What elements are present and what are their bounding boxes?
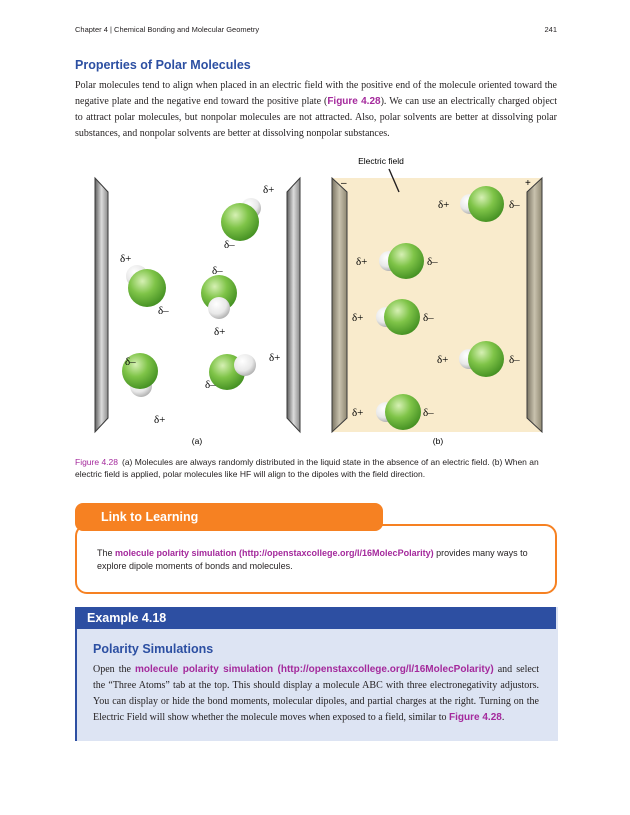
partial-charge-label: δ–: [423, 312, 434, 324]
panel-label-a: (a): [191, 436, 203, 446]
partial-charge-label: δ–: [125, 356, 136, 368]
example-text: Open the molecule polarity simulation (http://openstaxcollege.org/l/16MolecPolarity) and select the “Three Atoms” tab at the top. This should display a molecule ABC with three electronegativity adjustors. You can display or hide the bond moments, molecular dipoles, and partial charges at the right. Turning on the Electric Field will show whether the molecule moves when exposed to a field, similar to Figure 4.28.: [93, 664, 539, 723]
hf-molecule-a2: [126, 265, 166, 307]
caption-label: Figure 4.28: [75, 457, 118, 467]
simulation-link[interactable]: molecule polarity simulation (http://openstaxcollege.org/l/16MolecPolarity): [135, 664, 494, 675]
figure-4-28: [75, 150, 557, 455]
partial-charge-label: δ+: [352, 312, 364, 324]
right-plate-a: [287, 178, 300, 432]
positive-plate-b: [527, 178, 542, 432]
partial-charge-label: δ–: [205, 379, 216, 391]
panel-label-b: (b): [432, 436, 444, 446]
partial-charge-label: δ–: [224, 239, 235, 251]
partial-charge-label: δ+: [437, 354, 449, 366]
example-header: Example 4.18: [75, 607, 556, 629]
link-to-learning-title: Link to Learning: [75, 503, 383, 531]
partial-charge-label: δ+: [356, 256, 368, 268]
figure-caption: Figure 4.28 (a) Molecules are always randomly distributed in the liquid state in the absence of an electric field. (b) When an electric field is applied, polar molecules like HF will align to the dipoles with the field direction.: [75, 457, 539, 479]
chapter-title: Chapter 4 | Chemical Bonding and Molecular Geometry: [75, 25, 260, 34]
hf-molecule-a3: [201, 275, 237, 319]
plate-positive-sign: +: [525, 178, 531, 189]
partial-charge-label: δ+: [214, 326, 226, 338]
partial-charge-label: δ+: [120, 253, 132, 265]
example-title: Polarity Simulations: [93, 642, 214, 656]
partial-charge-label: δ+: [352, 407, 364, 419]
intro-paragraph: Polar molecules tend to align when placed in an electric field with the positive end of the molecule oriented toward the negative plate and the negative end toward the positive plate (Figure 4.28). We can use an electrically charged object to attract polar molecules, but nonpolar molecules are not attracted. Also, polar solvents are better at dissolving polar substances, and nonpolar solvents are better at dissolving nonpolar substances.: [75, 80, 557, 139]
link-to-learning-text: The molecule polarity simulation (http://openstaxcollege.org/l/16MolecPolarity) provides many ways to explore dipole moments of bonds and molecules.: [97, 548, 528, 571]
simulation-link[interactable]: molecule polarity simulation (http://openstaxcollege.org/l/16MolecPolarity): [115, 548, 434, 558]
partial-charge-label: δ–: [212, 265, 223, 277]
electric-field-region: [332, 178, 542, 432]
figure-reference-link[interactable]: Figure 4.28: [449, 712, 502, 723]
page-header: [75, 25, 557, 37]
negative-plate-b: [332, 178, 347, 432]
partial-charge-label: δ–: [509, 354, 520, 366]
partial-charge-label: δ+: [269, 352, 281, 364]
section-title: Properties of Polar Molecules: [75, 58, 251, 72]
page-number: 241: [544, 25, 557, 34]
electric-field-label: Electric field: [358, 156, 404, 166]
partial-charge-label: δ+: [438, 199, 450, 211]
partial-charge-label: δ–: [423, 407, 434, 419]
partial-charge-label: δ–: [509, 199, 520, 211]
partial-charge-label: δ+: [263, 184, 275, 196]
figure-reference-link[interactable]: Figure 4.28: [327, 96, 381, 107]
plate-negative-sign: –: [341, 178, 347, 189]
left-plate-a: [95, 178, 108, 432]
partial-charge-label: δ–: [158, 305, 169, 317]
dipole-alignment-illustration: [75, 150, 557, 455]
hf-molecule-a5: [209, 354, 256, 390]
partial-charge-label: δ+: [154, 414, 166, 426]
hf-molecule-a1: [221, 198, 261, 241]
partial-charge-label: δ–: [427, 256, 438, 268]
